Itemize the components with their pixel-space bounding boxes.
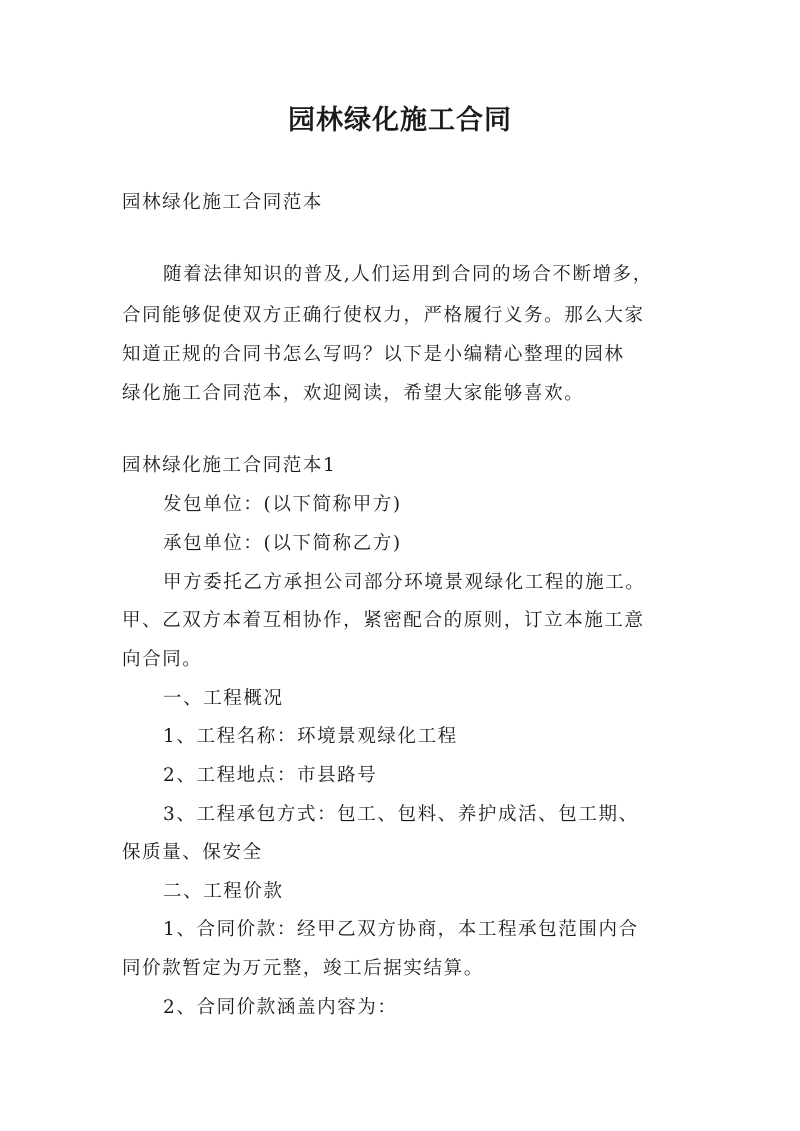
clause-heading: 一、工程概况 xyxy=(163,688,284,709)
document-title: 园林绿化施工合同 xyxy=(288,105,512,136)
clause-item: 1、合同价款：经甲乙双方协商，本工程承包范围内合 xyxy=(163,919,639,940)
clause-item: 同价款暂定为万元整，竣工后据实结算。 xyxy=(122,958,484,979)
clause-item: 2、工程地点：市县路号 xyxy=(163,765,378,786)
party-b-line: 承包单位：(以下简称乙方) xyxy=(163,533,402,554)
clause-item: 1、工程名称：环境景观绿化工程 xyxy=(163,726,458,747)
section-heading: 园林绿化施工合同范本1 xyxy=(122,455,337,476)
party-a-line: 发包单位：(以下简称甲方) xyxy=(163,494,402,515)
document-subtitle: 园林绿化施工合同范本 xyxy=(122,192,324,213)
intro-line: 绿化施工合同范本，欢迎阅读，希望大家能够喜欢。 xyxy=(122,383,585,404)
clause-item: 保质量、保安全 xyxy=(122,842,263,863)
body-line: 甲方委托乙方承担公司部分环境景观绿化工程的施工。 xyxy=(163,572,646,593)
clause-item: 3、工程承包方式：包工、包料、养护成活、包工期、 xyxy=(163,804,639,825)
intro-line: 合同能够促使双方正确行使权力，严格履行义务。那么大家 xyxy=(122,305,645,326)
intro-line: 随着法律知识的普及,人们运用到合同的场合不断增多， xyxy=(163,264,653,285)
intro-line: 知道正规的合同书怎么写吗？以下是小编精心整理的园林 xyxy=(122,344,625,365)
body-line: 向合同。 xyxy=(122,649,203,670)
clause-heading: 二、工程价款 xyxy=(163,881,284,902)
body-line: 甲、乙双方本着互相协作，紧密配合的原则，订立本施工意 xyxy=(122,610,645,631)
clause-item: 2、合同价款涵盖内容为： xyxy=(163,997,398,1018)
